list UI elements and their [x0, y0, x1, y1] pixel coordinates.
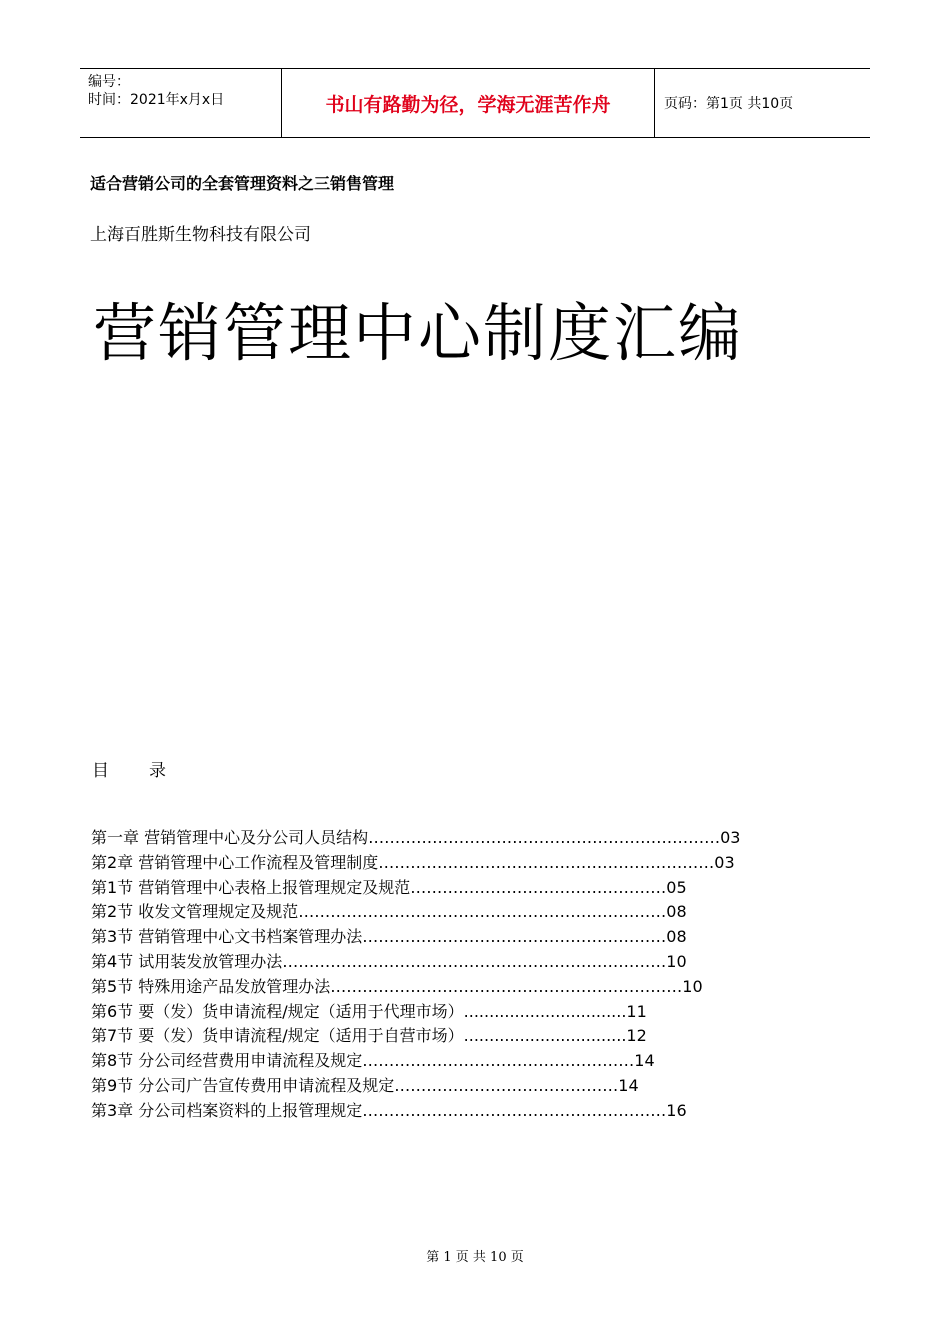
toc-entry-leader: …………………………………………… — [362, 1051, 635, 1071]
toc-entry-page: 10 — [666, 951, 687, 971]
toc-entry-page: 08 — [666, 927, 687, 947]
document-title: 营销管理中心制度汇编 — [93, 297, 743, 370]
toc-entry[interactable] — [91, 975, 740, 1000]
toc-entry-leader: ................................ — [463, 1026, 627, 1046]
toc-entry-leader: ……………………………………………………………… — [282, 951, 667, 971]
footer-page-number: 第 1 页 共 10 页 — [426, 1250, 524, 1265]
page-footer — [0, 1246, 950, 1265]
toc-entry-label: 第一章 营销管理中心及分公司人员结构 — [91, 828, 369, 847]
header-page-number: 页码：第1页 共10页 — [664, 96, 794, 112]
toc-entry-label: 第6节 要（发）货申请流程/规定（适用于代理市场） — [91, 1001, 464, 1021]
toc-entry[interactable] — [91, 826, 740, 851]
toc-entry-label: 第8节 分公司经营费用申请流程及规定 — [91, 1051, 363, 1071]
toc-entry-label: 第4节 试用装发放管理办法 — [91, 951, 283, 971]
toc-entry-leader: ………………………………………………………… — [368, 828, 721, 847]
header-divider — [654, 69, 655, 137]
toc-entry[interactable] — [91, 950, 740, 975]
toc-entry-label: 第3节 营销管理中心文书档案管理办法 — [91, 927, 363, 947]
toc-entry-page: 03 — [714, 852, 735, 872]
toc-entry-page: 03 — [720, 828, 741, 847]
toc-entry-page: 14 — [634, 1051, 655, 1071]
toc-entry-leader: ………………………………………… — [410, 877, 667, 897]
toc-entry[interactable] — [91, 1099, 740, 1124]
document-subtitle: 适合营销公司的全套管理资料之三销售管理 — [90, 174, 395, 193]
company-name: 上海百胜斯生物科技有限公司 — [90, 225, 311, 245]
table-of-contents — [91, 826, 740, 1124]
toc-entry[interactable] — [91, 1024, 740, 1049]
toc-entry-leader: ……………………………………………………… — [378, 852, 715, 872]
toc-entry-leader: ………………………………………………… — [362, 927, 667, 947]
header-meta — [88, 73, 224, 109]
toc-entry-page: 16 — [666, 1100, 687, 1120]
toc-entry-page: 12 — [626, 1026, 647, 1046]
toc-entry[interactable] — [91, 1074, 740, 1099]
toc-entry-page: 10 — [682, 976, 703, 996]
toc-entry-page: 05 — [666, 877, 687, 897]
toc-entry[interactable] — [91, 876, 740, 901]
toc-entry-label: 第2节 收发文管理规定及规范 — [91, 902, 299, 922]
toc-entry-page: 11 — [626, 1001, 647, 1021]
toc-entry[interactable] — [91, 925, 740, 950]
toc-heading: 目录 — [92, 761, 206, 781]
toc-entry[interactable] — [91, 1049, 740, 1074]
toc-entry-label: 第7节 要（发）货申请流程/规定（适用于自营市场） — [91, 1026, 464, 1046]
toc-entry-label: 第3章 分公司档案资料的上报管理规定 — [91, 1100, 363, 1120]
doc-number-label: 编号： — [88, 74, 130, 90]
toc-entry[interactable] — [91, 1000, 740, 1025]
toc-entry-label: 第1节 营销管理中心表格上报管理规定及规范 — [91, 877, 411, 897]
toc-entry-label: 第9节 分公司广告宣传费用申请流程及规定 — [91, 1075, 395, 1095]
header-motto: 书山有路勤为径，学海无涯苦作舟 — [325, 93, 611, 116]
toc-entry[interactable] — [91, 900, 740, 925]
toc-entry-leader: ................................ — [463, 1001, 627, 1021]
toc-entry-leader: …………………………………………………………… — [298, 902, 667, 922]
doc-date-label: 时间：2021年x月x日 — [88, 92, 225, 108]
toc-entry-leader: ………………………………………………… — [362, 1100, 667, 1120]
toc-entry-leader: ………………………………………………………… — [330, 976, 683, 996]
toc-entry-leader: …………………………………… — [394, 1075, 619, 1095]
toc-entry-label: 第5节 特殊用途产品发放管理办法 — [91, 976, 331, 996]
page-header — [80, 68, 870, 138]
toc-entry[interactable] — [91, 851, 740, 876]
toc-entry-page: 14 — [618, 1075, 639, 1095]
toc-entry-label: 第2章 营销管理中心工作流程及管理制度 — [91, 852, 379, 872]
toc-entry-page: 08 — [666, 902, 687, 922]
